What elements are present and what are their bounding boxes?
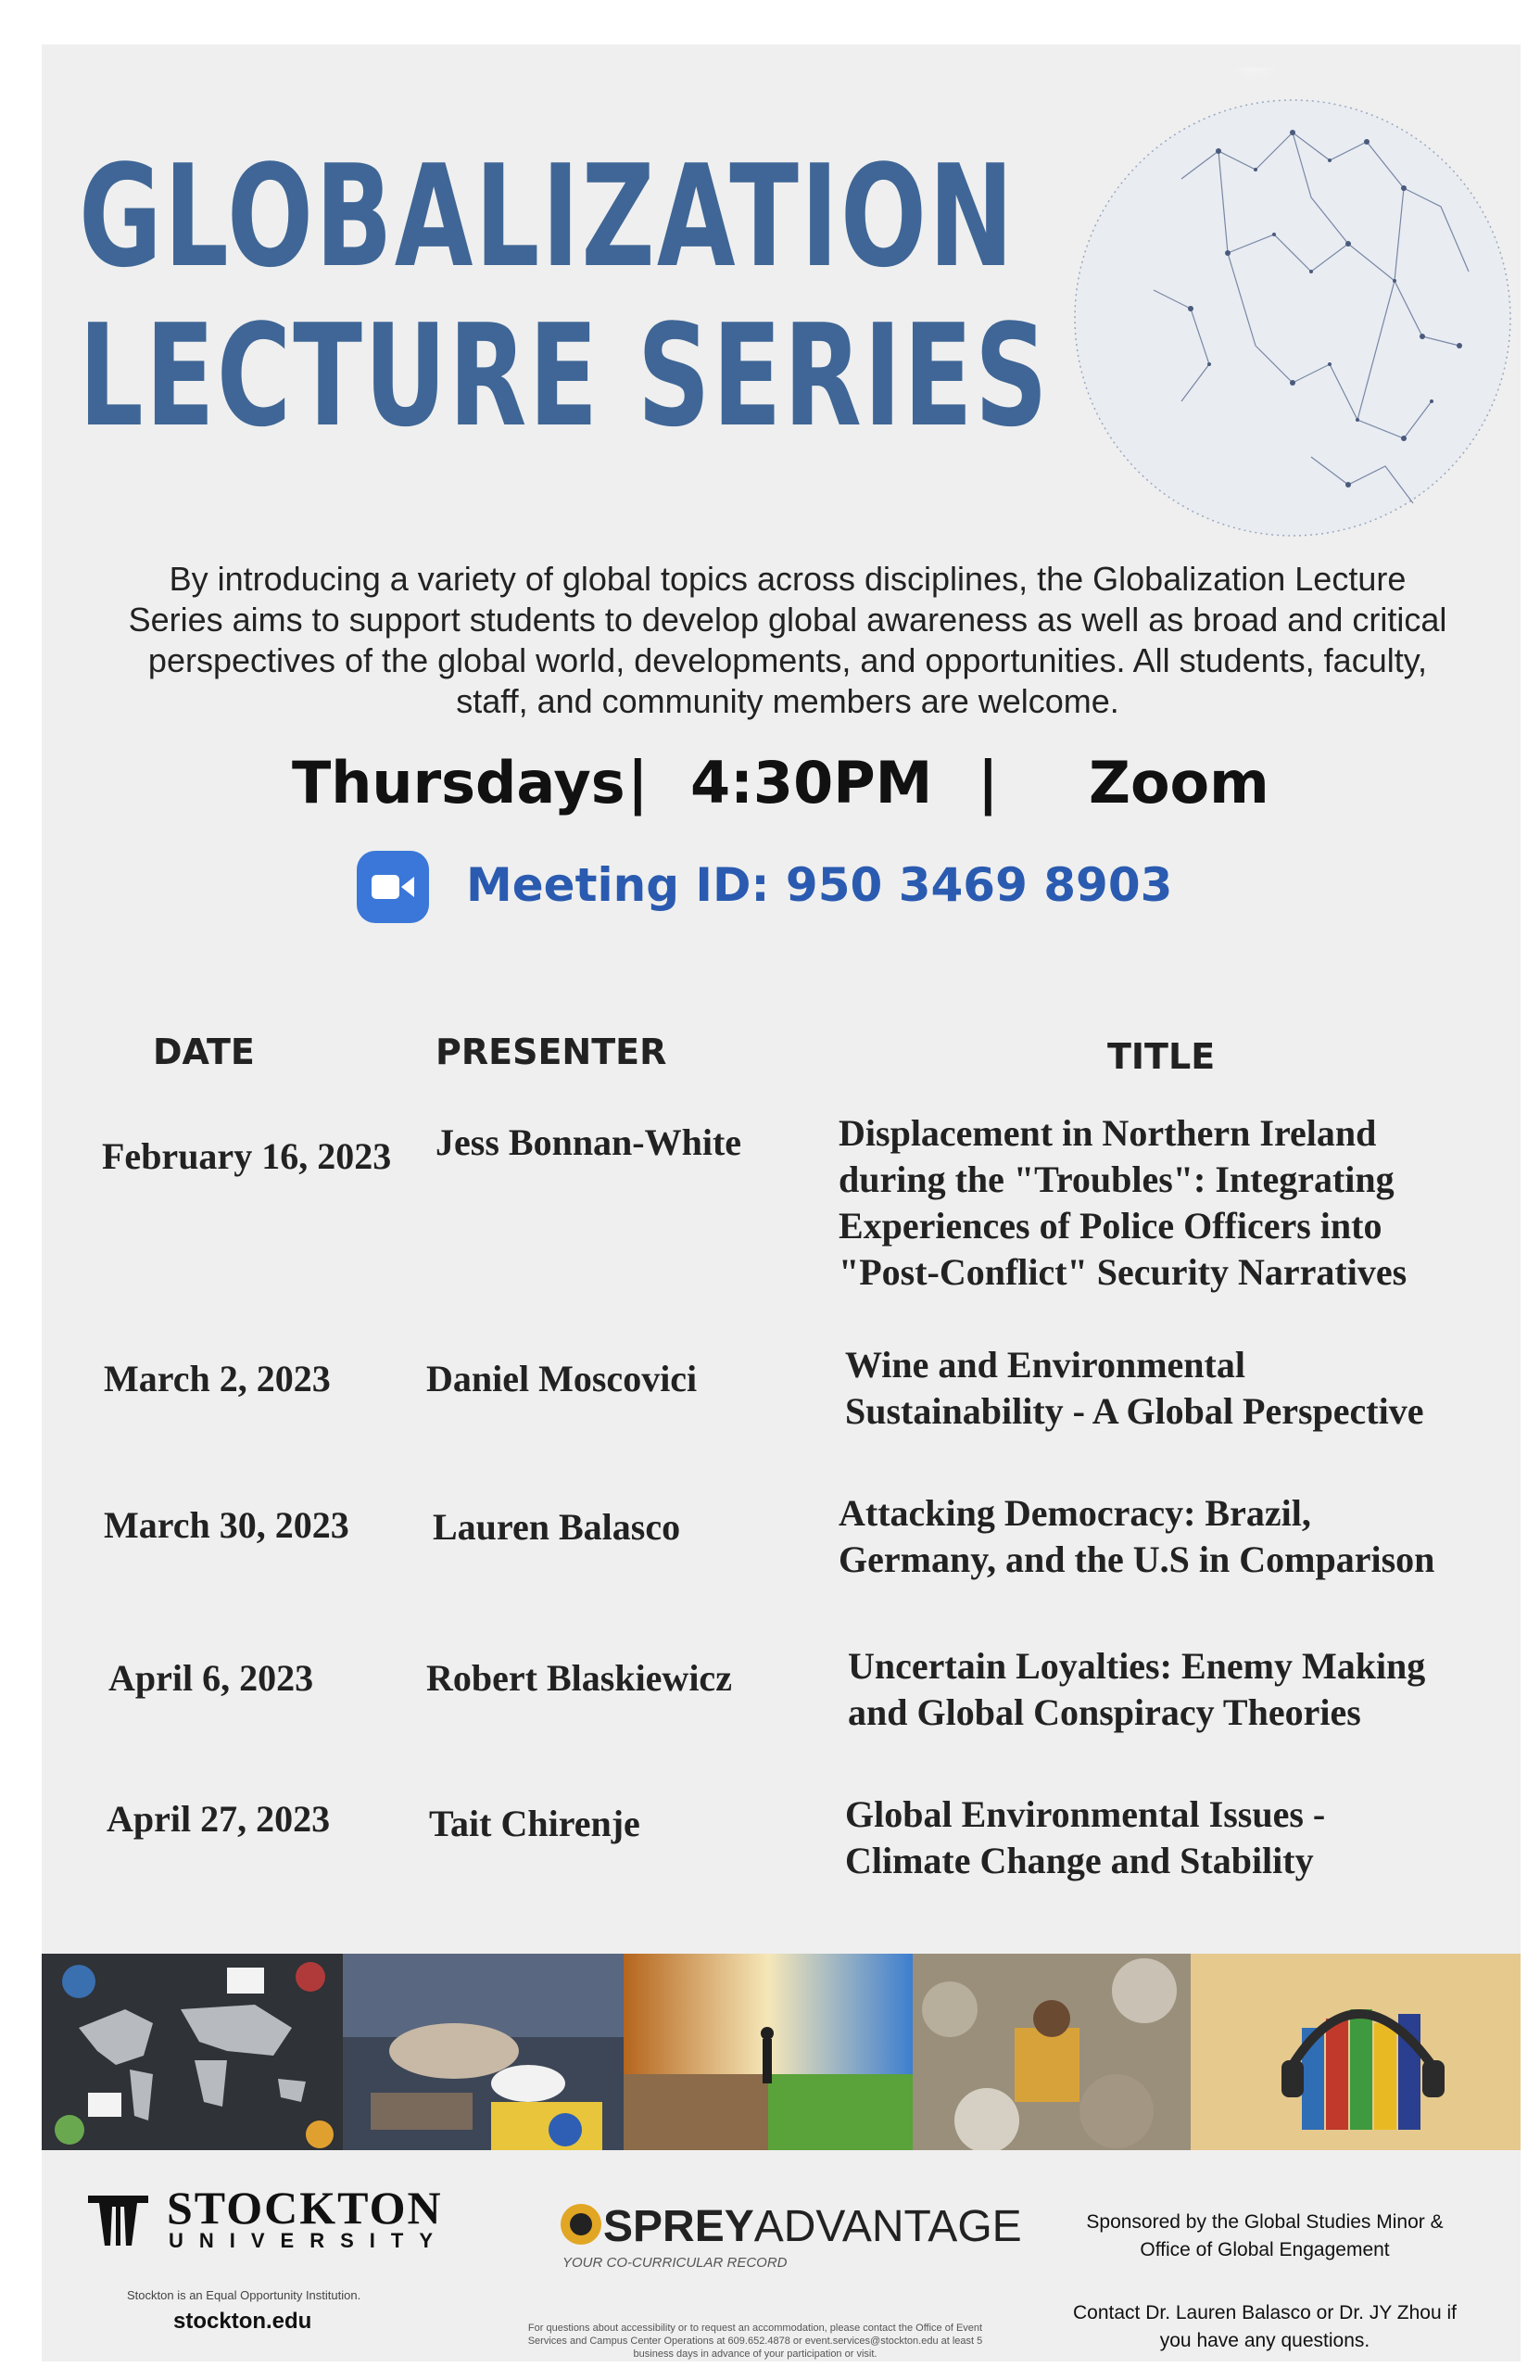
column-header-title: TITLE (1107, 1036, 1216, 1077)
sponsor-note: Sponsored by the Global Studies Minor & Office of Global Engagement (1086, 2211, 1444, 2260)
landfill-photo (913, 1954, 1191, 2150)
row-title: Displacement in Northern Ireland during the "Troubles": Integrating Experiences of Police Officers into "Post-Conflict" Security Narratives (839, 1112, 1407, 1293)
column-header-presenter: PRESENTER (435, 1032, 667, 1072)
row-presenter: Jess Bonnan-White (435, 1121, 742, 1163)
photo-strip (42, 1954, 1521, 2150)
poster (42, 44, 1521, 2361)
osprey-advantage-logo: SPREYADVANTAGE (561, 2201, 1022, 2252)
row-date: March 30, 2023 (104, 1504, 349, 1546)
title-line-2: LECTURE SERIES (79, 294, 1050, 458)
osprey-tagline: YOUR CO-CURRICULAR RECORD (562, 2255, 788, 2271)
row-title: Global Environmental Issues - Climate Change and Stability (845, 1793, 1326, 1881)
stockton-wordmark: STOCKTON (167, 2182, 443, 2234)
zoom-video-icon (357, 851, 429, 923)
row-title: Uncertain Loyalties: Enemy Making and Global Conspiracy Theories (848, 1645, 1426, 1733)
schedule-time: 4:30PM (690, 749, 933, 817)
row-presenter: Tait Chirenje (429, 1803, 640, 1844)
schedule-line (42, 749, 1506, 832)
schedule-separator-1: | (627, 749, 649, 817)
footer (42, 2162, 1521, 2361)
website-link[interactable]: stockton.edu (173, 2309, 312, 2334)
row-date: February 16, 2023 (102, 1135, 392, 1177)
row-presenter: Lauren Balasco (433, 1506, 681, 1548)
row-presenter: Daniel Moscovici (426, 1358, 698, 1399)
row-presenter: Robert Blaskiewicz (426, 1657, 732, 1699)
network-globe-image (1015, 68, 1534, 550)
row-date: April 27, 2023 (107, 1798, 331, 1840)
page-title (79, 134, 1050, 458)
stockton-tree-logo-icon (83, 2188, 153, 2249)
title-line-1: GLOBALIZATION (79, 134, 1016, 298)
row-date: March 2, 2023 (104, 1358, 331, 1399)
schedule-day: Thursdays (292, 749, 625, 817)
drought-and-grass-photo (624, 1954, 913, 2150)
osprey-o-icon (561, 2204, 601, 2245)
meeting-id: Meeting ID: 950 3469 8903 (466, 858, 1173, 912)
contact-note: Contact Dr. Lauren Balasco or Dr. JY Zhou if you have any questions. (1073, 2302, 1457, 2351)
stockton-university-wordmark: UNIVERSITY (169, 2229, 449, 2252)
accessibility-note: For questions about accessibility or to request an accommodation, please contact the Office of Event Services and Campus Center Operations at 609.652.4878 or event.services@stockton.edu at least 5 business days in advance of your participation or visit. (527, 2323, 983, 2360)
row-title: Attacking Democracy: Brazil, Germany, and the U.S in Comparison (839, 1492, 1435, 1580)
row-title: Wine and Environmental Sustainability - A Global Perspective (845, 1344, 1424, 1432)
food-aid-photo (343, 1954, 624, 2150)
equal-opportunity-note: Stockton is an Equal Opportunity Institution. (127, 2288, 361, 2302)
schedule-separator-2: | (978, 749, 999, 817)
world-map-meeting-photo (42, 1954, 343, 2150)
row-date: April 6, 2023 (108, 1657, 314, 1699)
schedule-platform: Zoom (1089, 749, 1269, 817)
language-books-headphones-photo (1191, 1954, 1521, 2150)
intro-paragraph: By introducing a variety of global topics across disciplines, the Globalization Lecture Series aims to support students to develop global awareness as well as broad and critical perspectives of the global world, developments, and opportunities. All students, faculty, staff, and community members are welcome. (128, 560, 1447, 720)
column-header-date: DATE (153, 1032, 255, 1072)
